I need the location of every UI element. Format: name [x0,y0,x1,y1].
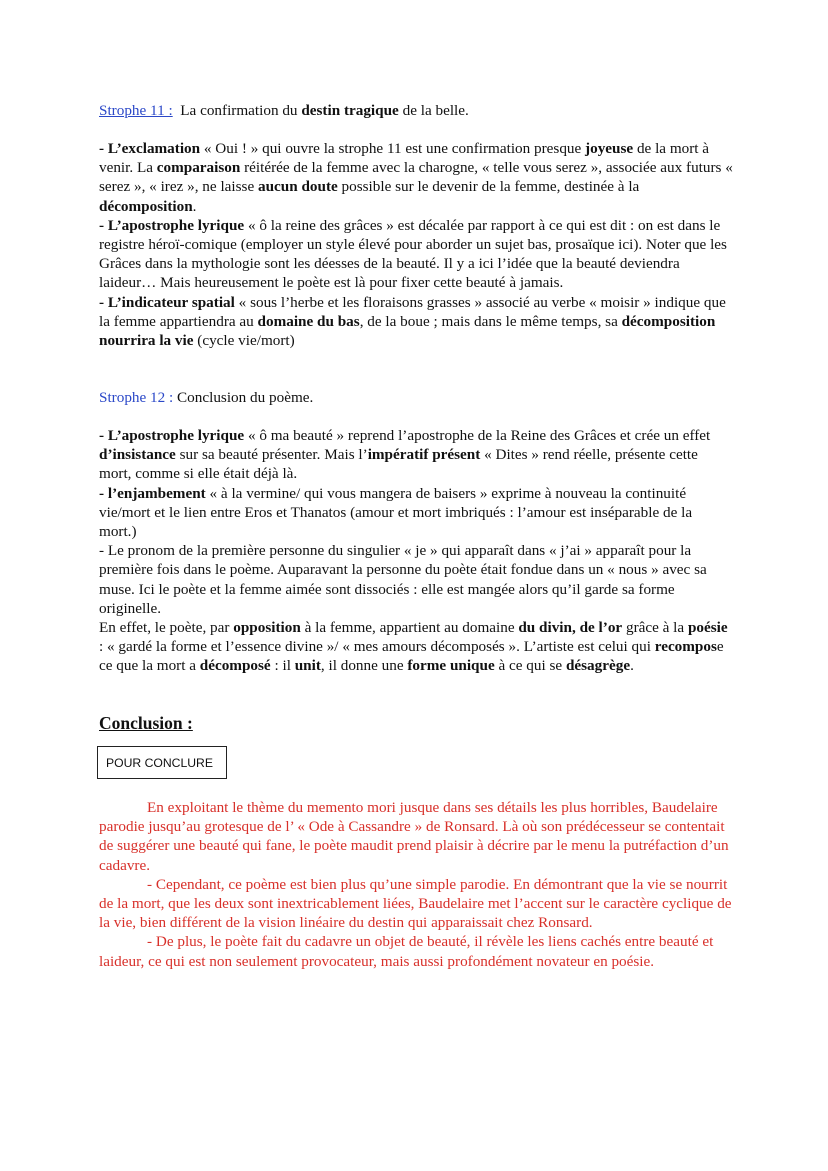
strophe-11-paragraph-3: - L’indicateur spatial « sous l’herbe et les floraisons grasses » associé au verbe « moisir » indique que la femme appartiendra au domaine du bas, de la boue ; mais dans le même temps, sa décomposition nourrira la vie (cycle vie/mort) [99,293,726,350]
conclusion-heading: Conclusion : [99,713,193,733]
conclusion-body [99,798,733,971]
strophe-11-title-bold: destin tragique [301,102,399,119]
strophe-11-title [99,101,733,120]
strophe-11-label: Strophe 11 : [99,102,173,119]
conclusion-paragraph-3: - De plus, le poète fait du cadavre un objet de beauté, il révèle les liens cachés entre beauté et laideur, ce qui est non seulement provocateur, mais aussi profondément novateur en poésie. [99,933,714,970]
strophe-12-body [99,426,733,676]
strophe-11-title-end: de la belle. [398,102,469,119]
strophe-11-title-text: La confirmation du [180,102,302,119]
strophe-12-paragraph-2: - l’enjambement « à la vermine/ qui vous mangera de baisers » exprime à nouveau la continuité vie/mort et le lien entre Eros et Thanatos (amour et mort imbriqués : l’amour est inséparable de la mort.) [99,484,693,541]
strophe-12-paragraph-4: En effet, le poète, par opposition à la femme, appartient au domaine du divin, de l’or grâce à la poésie : « gardé la forme et l’essence divine »/ « mes amours décomposés ». L’artiste est celui qui recompose ce que la mort a décomposé : il unit, il donne une forme unique à ce qui se désagrège. [99,619,728,675]
pour-conclure-box: POUR CONCLURE [97,746,227,779]
strophe-11-body [99,139,733,350]
strophe-11-paragraph-1: - L’exclamation « Oui ! » qui ouvre la strophe 11 est une confirmation presque joyeuse de la mort à venir. La comparaison réitérée de la femme avec la charogne, « telle vous serez », associée aux futurs « serez », « irez », ne laisse aucun doute possible sur le devenir de la femme, destinée à la décomposition. [99,140,733,215]
strophe-12-paragraph-1: - L’apostrophe lyrique « ô ma beauté » reprend l’apostrophe de la Reine des Grâces et crée un effet d’insistance sur sa beauté présenter. Mais l’impératif présent « Dites » rend réelle, présente cette mort, comme si elle était déjà là. [99,427,711,483]
strophe-12-paragraph-3: - Le pronom de la première personne du singulier « je » qui apparaît dans « j’ai » apparaît pour la première fois dans le poème. Auparavant la personne du poète était fondue dans un « nous » avec sa muse. Ici le poète et la femme aimée sont dissociés : elle est mangée alors qu’il garde sa forme originelle. [99,542,707,617]
strophe-11-paragraph-2: - L’apostrophe lyrique « ô la reine des grâces » est décalée par rapport à ce qui est dit : on est dans le registre héroï-comique (employer un style élevé pour aborder un sujet bas, prosaïque ici). Noter que les Grâces dans la mythologie sont les déesses de la beauté. Il y a ici l’idée que la beauté deviendra laideur… Mais heureusement le poète est là pour fixer cette beauté à jamais. [99,216,727,292]
conclusion-paragraph-2: - Cependant, ce poème est bien plus qu’une simple parodie. En démontrant que la vie se nourrit de la mort, que les deux sont inextricablement liées, Baudelaire met l’accent sur le caractère cyclique de la vie, bien différent de la vision linéaire du destin qui apparaissait chez Ronsard. [99,875,732,932]
strophe-12-title [99,388,733,407]
conclusion-paragraph-1: En exploitant le thème du memento mori jusque dans ses détails les plus horribles, Baudelaire parodie jusqu’au grotesque de l’ « Ode à Cassandre » de Ronsard. Là où son prédécesseur se contentait de suggérer une beauté qui fane, le poète maudit prend plaisir à décrire par le menu la putréfaction d’un cadavre. [99,799,729,874]
strophe-12-title-text: Conclusion du poème. [173,389,314,406]
strophe-12-label: Strophe 12 : [99,389,174,406]
